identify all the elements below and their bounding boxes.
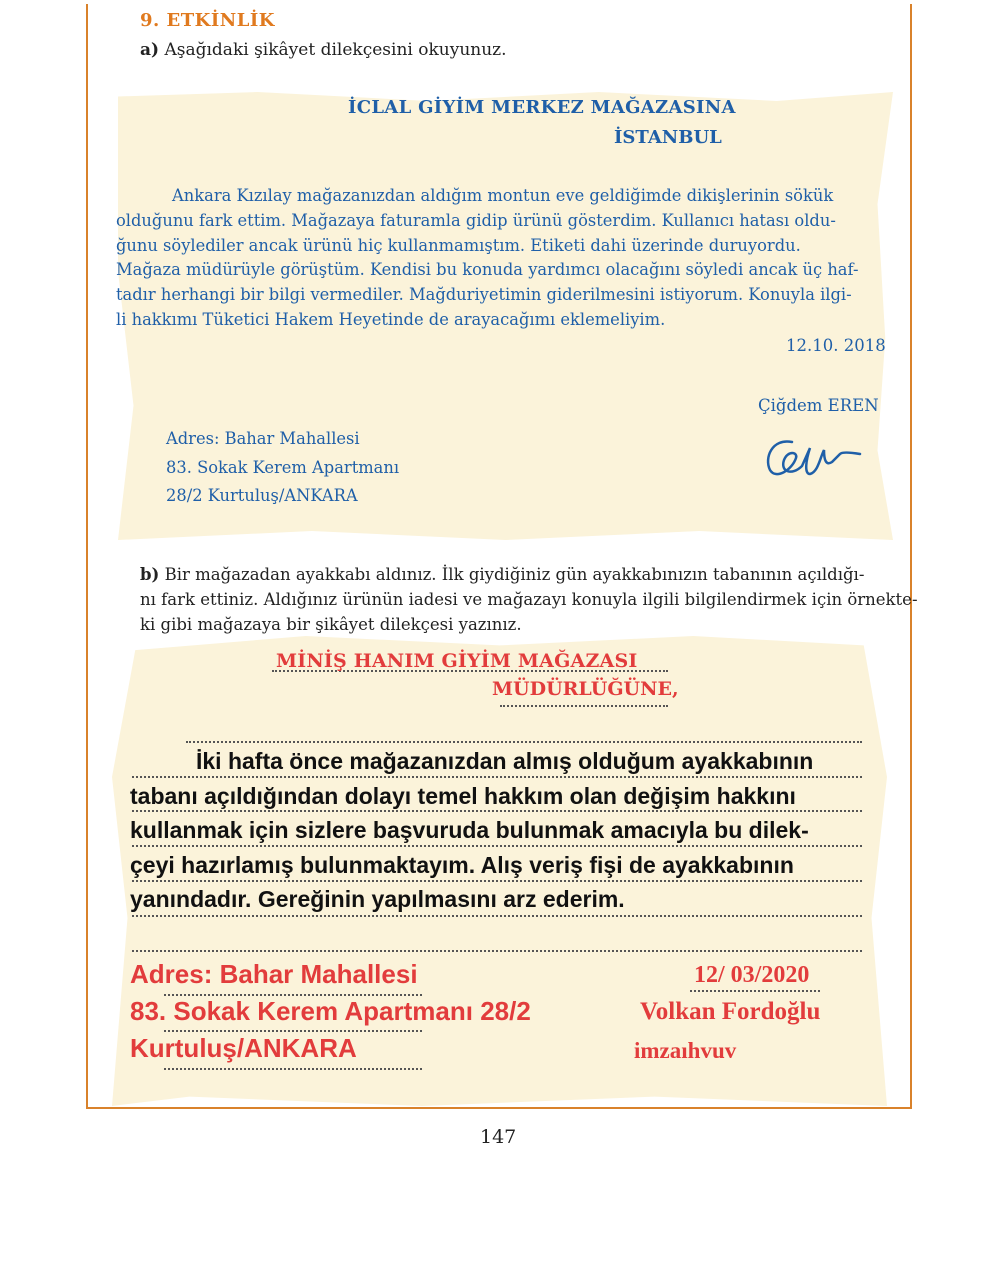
answer-recipient-line2: MÜDÜRLÜĞÜNE, [492,678,679,700]
answer-letter-body [130,744,875,917]
answer-address-line: 83. Sokak Kerem Apartmanı 28/2 [130,996,531,1026]
answer-address-line: Adres: Bahar Mahallesi [130,959,418,989]
part-b-instruction [140,562,918,637]
sample-letter-signer: Çiğdem EREN [758,396,879,415]
part-b-line: ki gibi mağazaya bir şikâyet dilekçesi yazınız. [140,615,522,634]
answer-letter-signer: Volkan Fordoğlu [640,998,821,1025]
dotted-line [690,990,820,992]
dotted-line [186,741,862,743]
sample-recipient-line1: İCLAL GİYİM MERKEZ MAĞAZASINA [348,97,736,118]
sample-letter-address [166,425,399,511]
answer-recipient-line1: MİNİŞ HANIM GİYİM MAĞAZASI [276,650,638,672]
part-a-instruction [140,40,507,60]
sample-body-line: Mağaza müdürüyle görüştüm. Kendisi bu konuda yardımcı olacağını söyledi ancak üç haf- [116,260,859,280]
dotted-line [132,950,862,952]
dotted-line [164,1068,422,1070]
sample-address-line: 28/2 Kurtuluş/ANKARA [166,486,358,505]
answer-body-line: yanındadır. Gereğinin yapılmasını arz ederim. [130,886,625,912]
sample-body-line: olduğunu fark ettim. Mağazaya faturamla gidip ürünü gösterdim. Kullanıcı hatası oldu- [116,210,836,230]
answer-body-line: kullanmak için sizlere başvuruda bulunmak amacıyla bu dilek- [130,817,809,843]
sample-letter-date: 12.10. 2018 [786,336,886,355]
sample-body-line: ğunu söylediler ancak ürünü hiç kullanmamıştım. Etiketi dahi üzerinde duruyordu. [116,235,801,255]
answer-body-line: çeyi hazırlamış bulunmaktayım. Alış veriş fişi de ayakkabının [130,851,794,878]
answer-letter-signature: imzaıhvuv [634,1038,737,1063]
sample-letter-body [116,184,886,333]
part-a-label: a) [140,40,160,60]
answer-body-line: tabanı açıldığından dolayı temel hakkım olan değişim hakkını [130,782,796,809]
sample-address-line: 83. Sokak Kerem Apartmanı [166,457,400,477]
sample-body-line: Ankara Kızılay mağazanızdan aldığım montun eve geldiğimde dikişlerinin sökük [172,186,834,205]
page-number: 147 [480,1126,517,1148]
dotted-line [500,705,668,707]
sample-body-line: li hakkımı Tüketici Hakem Heyetinde de arayacağımı eklemeliyim. [116,309,666,329]
answer-letter-address [130,956,531,1067]
sample-address-line: Adres: Bahar Mahallesi [166,429,360,448]
part-b-line: nı fark ettiniz. Aldığınız ürünün iadesi ve mağazayı konuyla ilgili bilgilendirmek için örnekte- [140,590,918,609]
answer-address-line: Kurtuluş/ANKARA [130,1033,357,1063]
answer-letter-date: 12/ 03/2020 [694,962,810,988]
part-b-label: b) [140,565,160,584]
sample-body-line: tadır herhangi bir bilgi vermediler. Mağduriyetimin giderilmesini istiyorum. Konuyla ilgi- [116,285,852,305]
part-b-line: Bir mağazadan ayakkabı aldınız. İlk giydiğiniz gün ayakkabınızın tabanının açıldığı- [164,565,865,584]
part-a-text: Aşağıdaki şikâyet dilekçesini okuyunuz. [164,40,507,60]
answer-body-line: İki hafta önce mağazanızdan almış olduğum ayakkabının [196,748,814,774]
handwritten-signature-icon [762,430,862,482]
activity-title: 9. ETKİNLİK [140,10,275,31]
sample-recipient-line2: İSTANBUL [614,127,722,148]
